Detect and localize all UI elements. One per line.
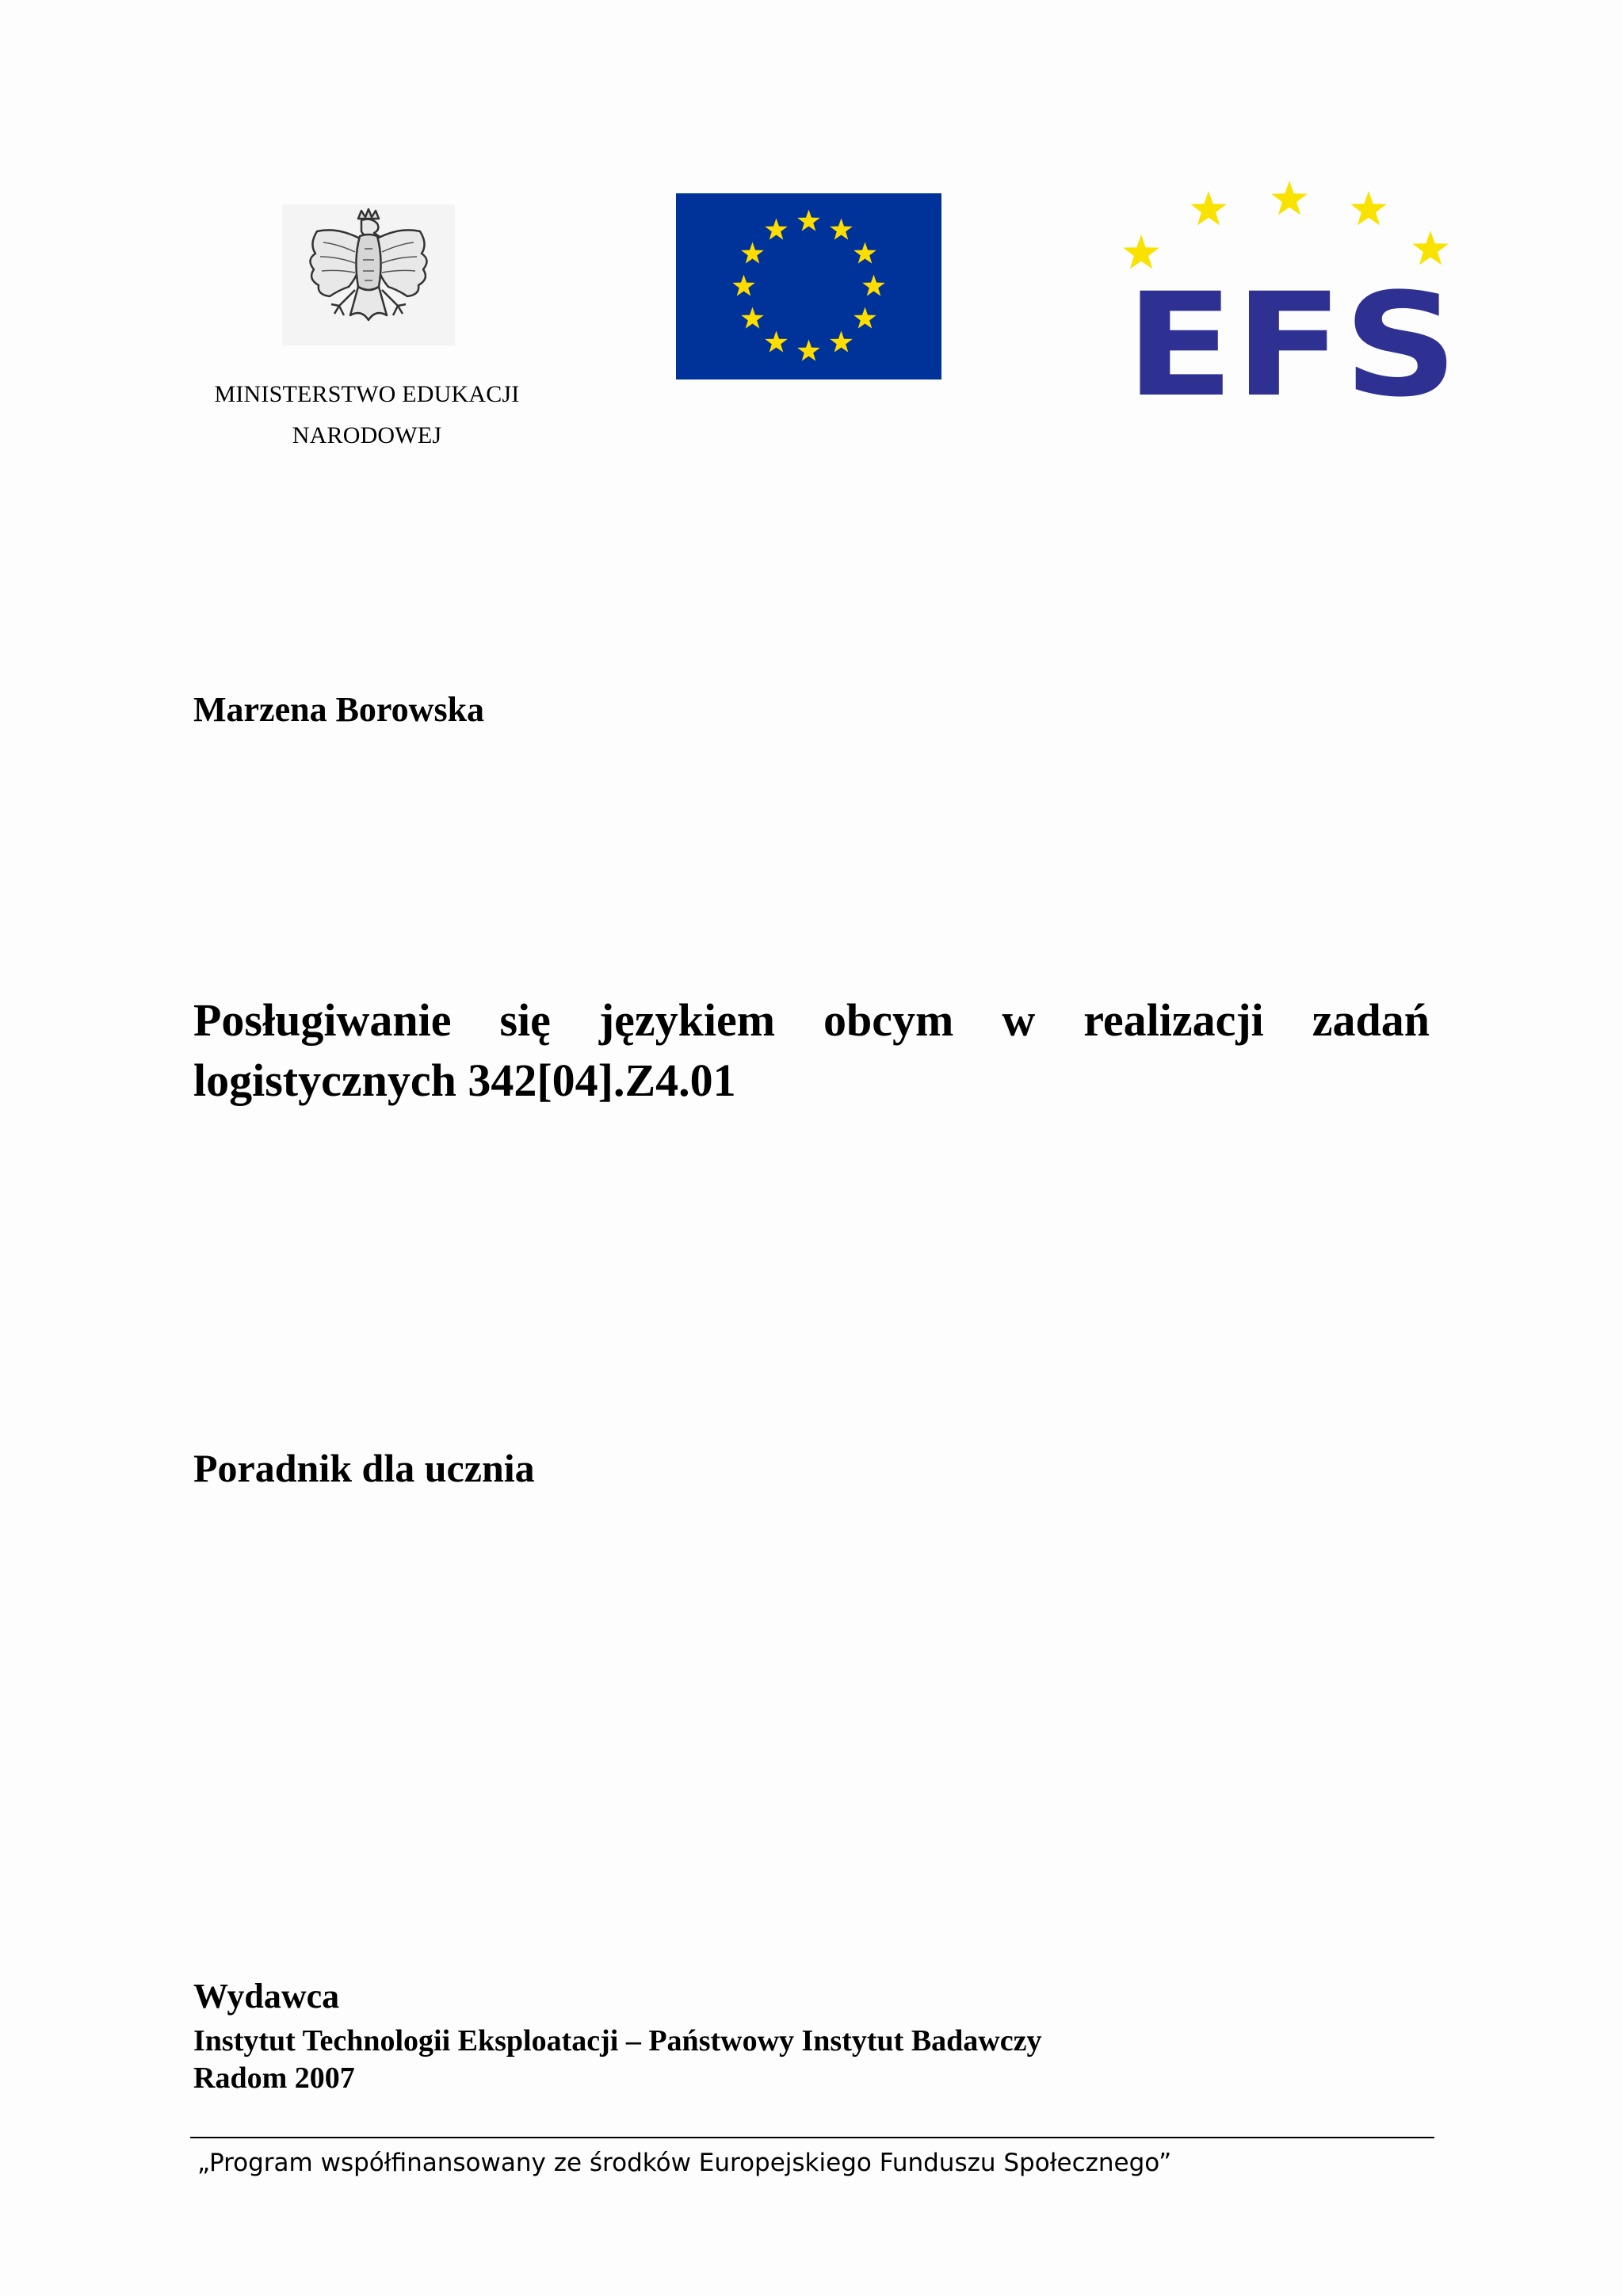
footer-divider (190, 2137, 1434, 2138)
efs-star-icon (1412, 231, 1449, 265)
publisher-name: Instytut Technologii Eksploatacji – Państwowy Instytut Badawczy (193, 2024, 1042, 2058)
document-title (193, 990, 1430, 1111)
ministry-name-line1: MINISTERSTWO EDUKACJI (214, 381, 520, 407)
publisher-place-year: Radom 2007 (193, 2061, 355, 2095)
efs-star-icon (1350, 191, 1387, 225)
author-name: Marzena Borowska (193, 690, 485, 729)
footer-funding-note: „Program współfinansowany ze środków Europejskiego Funduszu Społecznego” (197, 2149, 1172, 2177)
document-subtitle: Poradnik dla ucznia (193, 1446, 535, 1490)
eu-flag-icon (676, 193, 941, 379)
publisher-heading: Wydawca (193, 1977, 340, 2016)
ministry-name-line2: NARODOWEJ (292, 422, 442, 448)
efs-star-icon (1190, 191, 1227, 225)
efs-logo-text: EFS (1125, 263, 1458, 416)
efs-star-icon (1271, 181, 1308, 215)
title-line2: logistycznych 342[04].Z4.01 (193, 1055, 736, 1106)
efs-logo (1113, 174, 1470, 416)
title-line1: Posługiwanie się językiem obcym w realizacji zadań (193, 994, 1430, 1046)
polish-eagle-icon (282, 204, 455, 345)
